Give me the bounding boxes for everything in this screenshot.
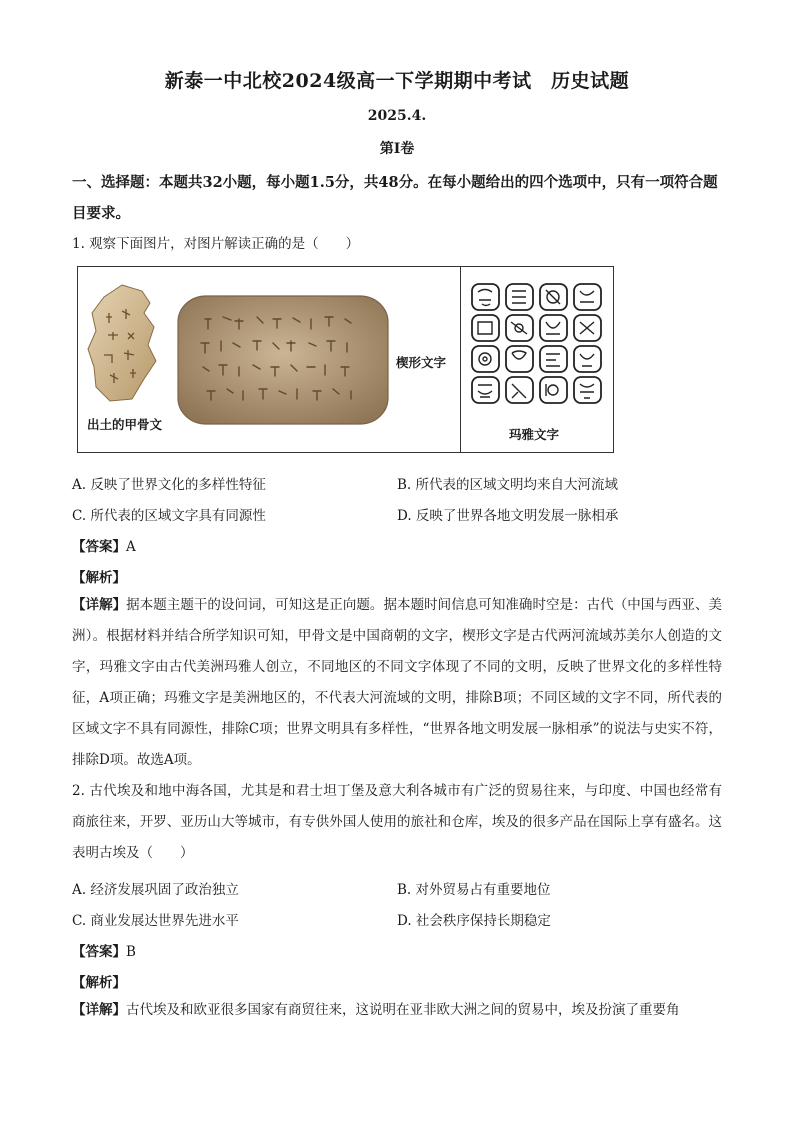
detail-label: 【详解】	[72, 1002, 126, 1018]
detail-text: 古代埃及和欧亚很多国家有商贸往来，这说明在亚非欧大洲之间的贸易中，埃及扮演了重要角	[126, 1002, 680, 1018]
q1-option-c[interactable]: C. 所代表的区域文字具有同源性	[72, 508, 266, 524]
q1-option-b[interactable]: B. 所代表的区域文明均来自大河流域	[397, 477, 619, 493]
answer-label: 【答案】	[72, 539, 126, 555]
q2-detail	[72, 995, 722, 1026]
answer-label: 【答案】	[72, 944, 126, 960]
q1-figure	[77, 266, 614, 453]
exam-date: 2025.4.	[367, 108, 427, 124]
section-instructions: 一、选择题：本题共32小题，每小题1.5分，共48分。在每小题给出的四个选项中，只有一项符合题目要求。	[72, 174, 718, 222]
cuneiform-tablet-image	[175, 293, 391, 427]
caption-cuneiform: 楔形文字	[396, 355, 447, 370]
figure-cell-oracle-cuneiform	[78, 267, 461, 452]
answer-value: B	[126, 944, 136, 960]
exam-title: 新泰一中北校2024级高一下学期期中考试 历史试题	[164, 70, 630, 92]
detail-text: 据本题主题干的设问词，可知这是正向题。据本题时间信息可知准确时空是：古代（中国与西亚、美洲）。根据材料并结合所学知识可知，甲骨文是中国商朝的文字，楔形文字是古代两河流域苏美尔人创造的文字，玛雅文字由古代美洲玛雅人创立，不同地区的不同文字体现了不同的文明，反映了世界文化的多样性特征，A项正确；玛雅文字是美洲地区的，不代表大河流域的文明，排除B项；不同区域的文字不同，所代表的区域文字不具有同源性，排除C项；世界文明具有多样性，“世界各地文明发展一脉相承”的说法与史实不符，排除D项。故选A项。	[72, 597, 723, 768]
q1-answer	[72, 535, 136, 555]
q2-analysis-label: 【解析】	[72, 975, 126, 991]
figure-cell-maya	[461, 267, 613, 452]
q1-option-a[interactable]: A. 反映了世界文化的多样性特征	[72, 477, 266, 493]
q1-option-d[interactable]: D. 反映了世界各地文明发展一脉相承	[397, 508, 619, 524]
q2-answer	[72, 940, 136, 960]
detail-label: 【详解】	[72, 597, 127, 613]
q2-option-c[interactable]: C. 商业发展达世界先进水平	[72, 913, 239, 929]
volume-heading: 第Ⅰ卷	[379, 141, 415, 157]
oracle-bone-image	[84, 283, 166, 403]
caption-maya: 玛雅文字	[509, 427, 560, 442]
q1-stem: 1. 观察下面图片，对图片解读正确的是（ ）	[72, 236, 360, 252]
maya-glyphs-image	[470, 282, 604, 407]
q1-detail	[72, 590, 722, 776]
q2-option-d[interactable]: D. 社会秩序保持长期稳定	[397, 913, 551, 929]
answer-value: A	[126, 539, 136, 555]
q2-stem: 2. 古代埃及和地中海各国，尤其是和君士坦丁堡及意大利各城市有广泛的贸易往来，与印度、中国也经常有商旅往来，开罗、亚历山大等城市，有专供外国人使用的旅社和仓库，埃及的很多产品在国际上享有盛名。这表明古埃及（ ）	[72, 783, 722, 861]
q2-option-a[interactable]: A. 经济发展巩固了政治独立	[72, 882, 239, 898]
caption-oracle-bone: 出土的甲骨文	[87, 417, 163, 432]
q1-analysis-label: 【解析】	[72, 570, 126, 586]
q2-option-b[interactable]: B. 对外贸易占有重要地位	[397, 882, 551, 898]
